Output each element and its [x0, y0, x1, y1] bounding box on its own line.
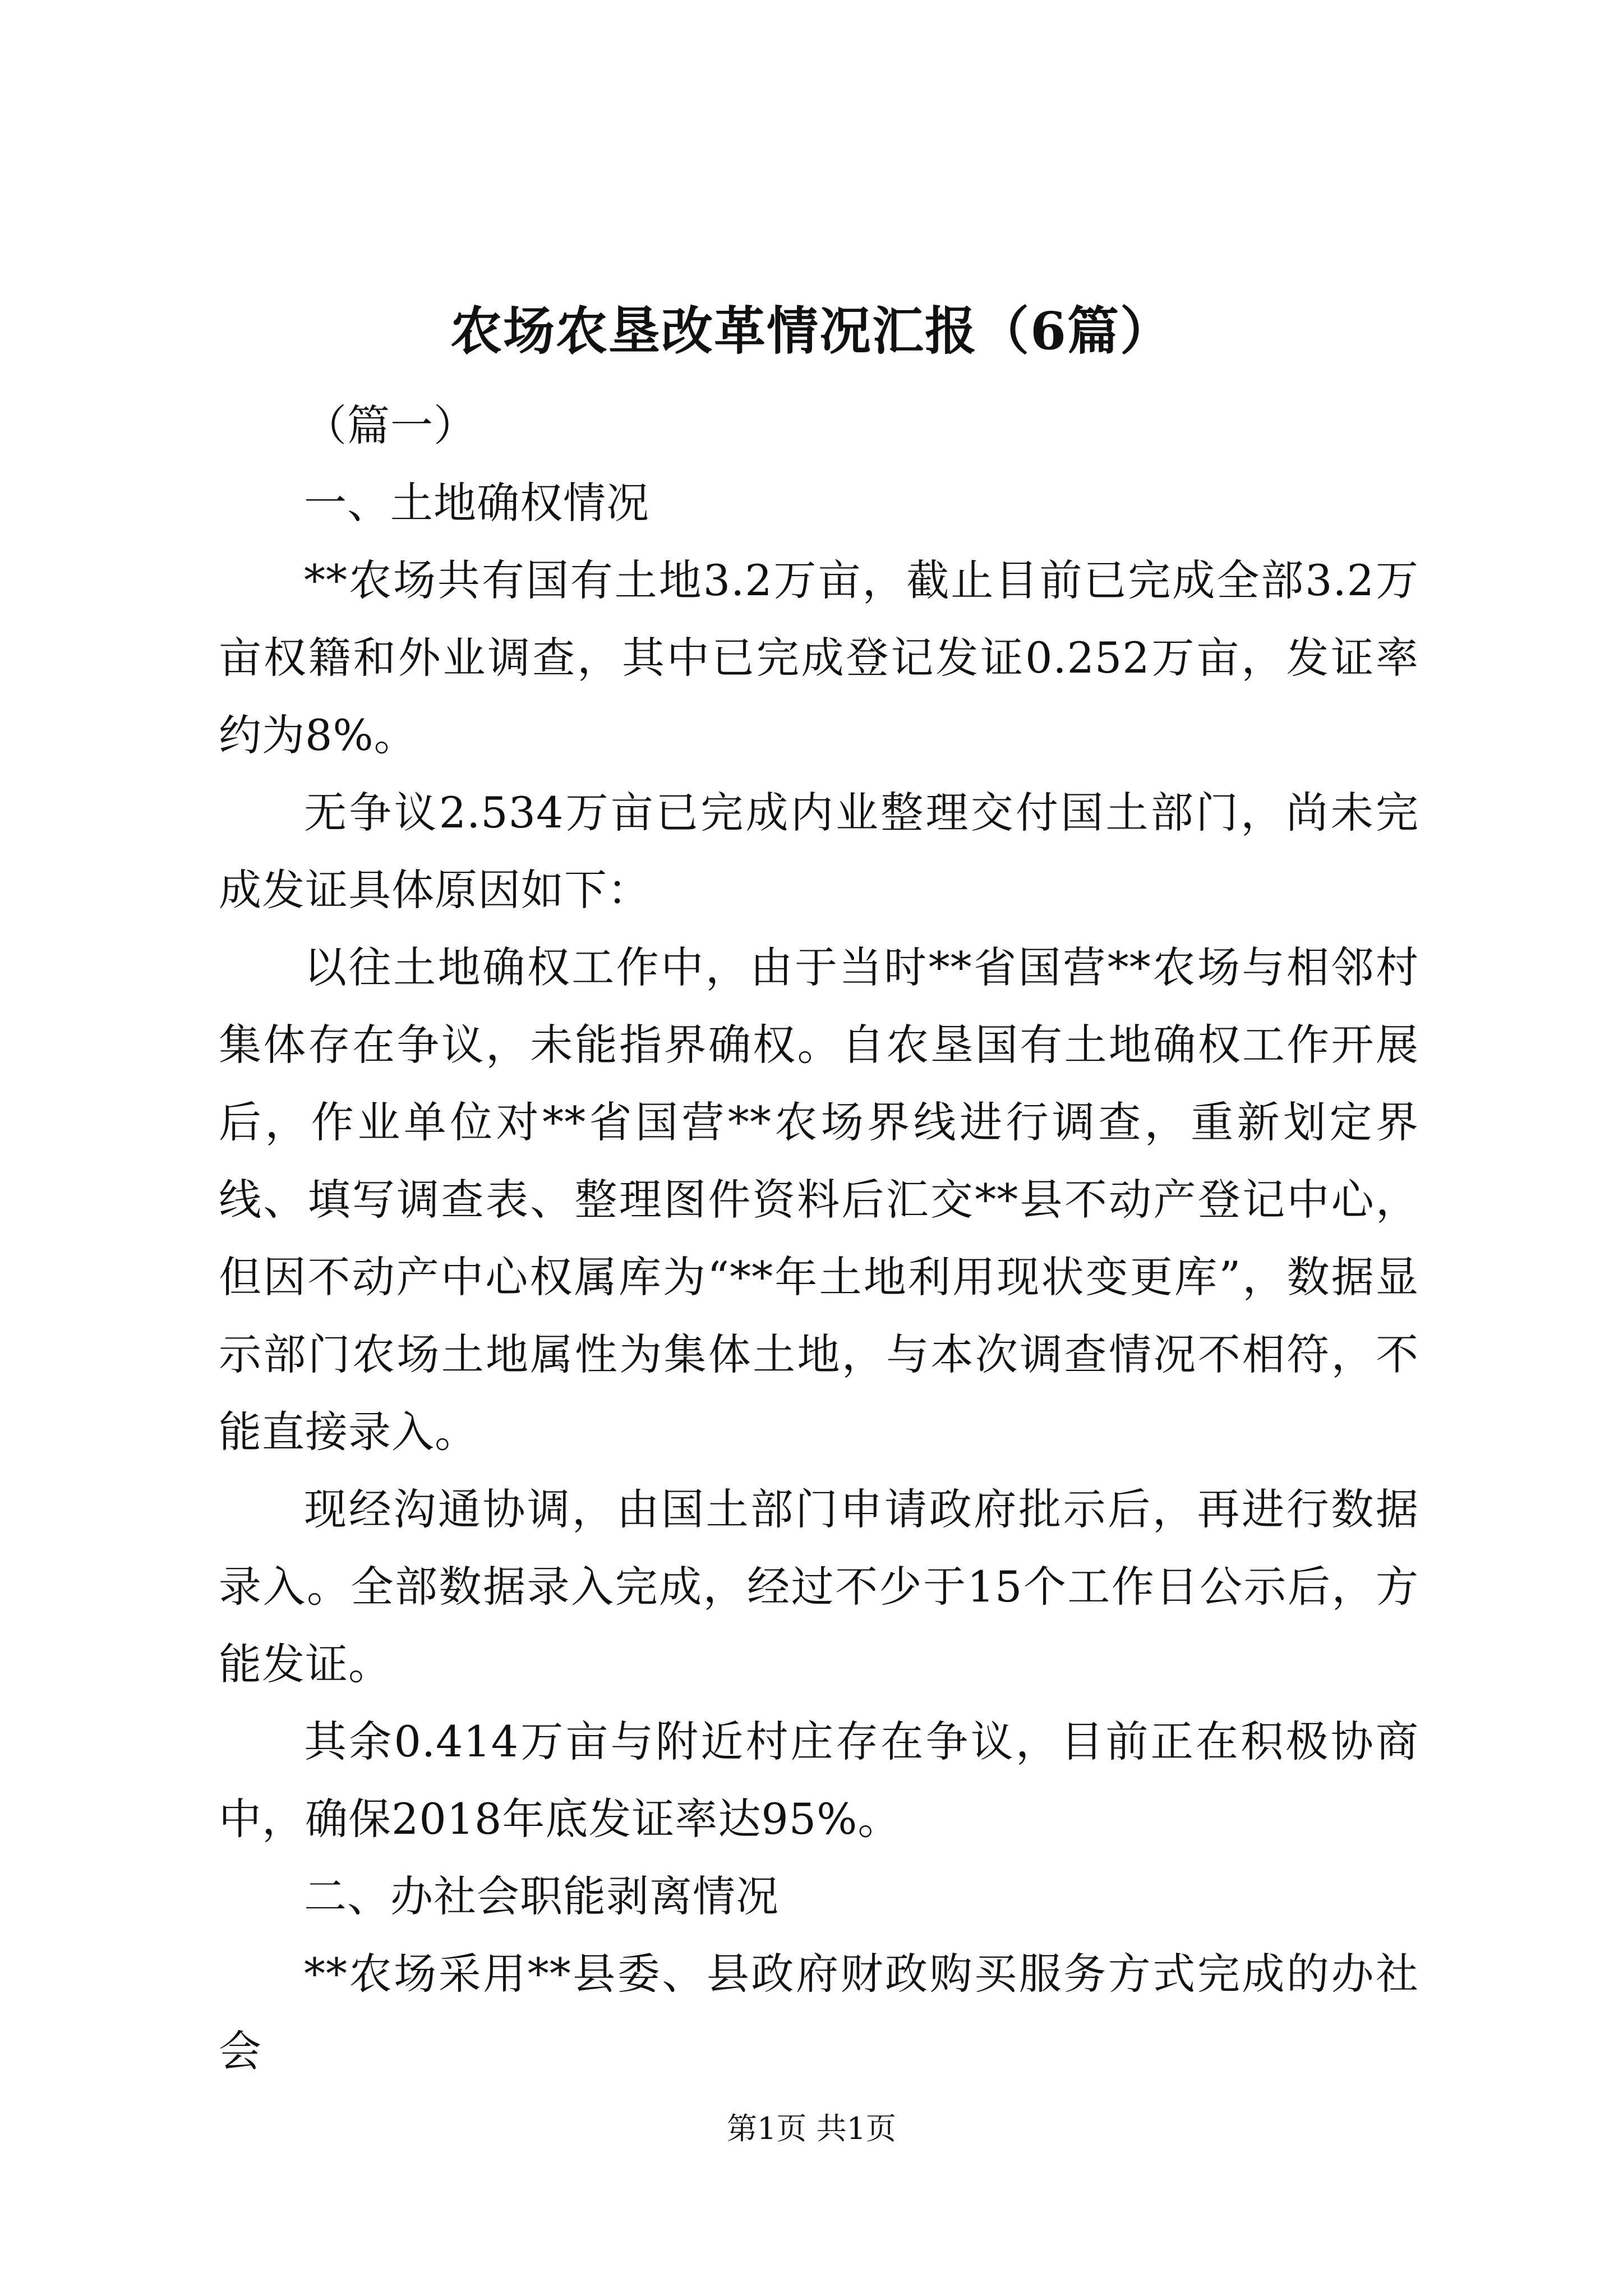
paragraph: 以往土地确权工作中，由于当时**省国营**农场与相邻村集体存在争议，未能指界确权。自农垦国有土地确权工作开展后，作业单位对**省国营**农场界线进行调查，重新划定界线、填写调查表、整理图件资料后汇交**县不动产登记中心，但因不动产中心权属库为“**年土地利用现状变更库”，数据显示部门农场土地属性为集体土地，与本次调查情况不相符，不能直接录入。 [219, 942, 1419, 1457]
heading-social-functions: 二、办社会职能剥离情况 [304, 1871, 779, 1921]
paragraph: 其余0.414万亩与附近村庄存在争议，目前正在积极协商中，确保2018年底发证率达95%。 [219, 1717, 1419, 1844]
heading-land-rights: 一、土地确权情况 [304, 478, 649, 528]
paragraph: 现经沟通协调，由国土部门申请政府批示后，再进行数据录入。全部数据录入完成，经过不少于15个工作日公示后，方能发证。 [219, 1484, 1419, 1689]
paragraph: 无争议2.534万亩已完成内业整理交付国土部门，尚未完成发证具体原因如下： [219, 788, 1419, 915]
paragraph: **农场共有国有土地3.2万亩，截止目前已完成全部3.2万亩权籍和外业调查，其中已完成登记发证0.252万亩，发证率约为8%。 [219, 555, 1419, 760]
paragraph-section-label: （篇一） [304, 401, 477, 450]
document-body [219, 387, 1419, 2090]
document-title: 农场农垦改革情况汇报（6篇） [450, 301, 1173, 361]
paragraph: **农场采用**县委、县政府财政购买服务方式完成的办社会 [219, 1949, 1419, 2076]
page-footer: 第1页 共1页 [727, 2111, 896, 2146]
